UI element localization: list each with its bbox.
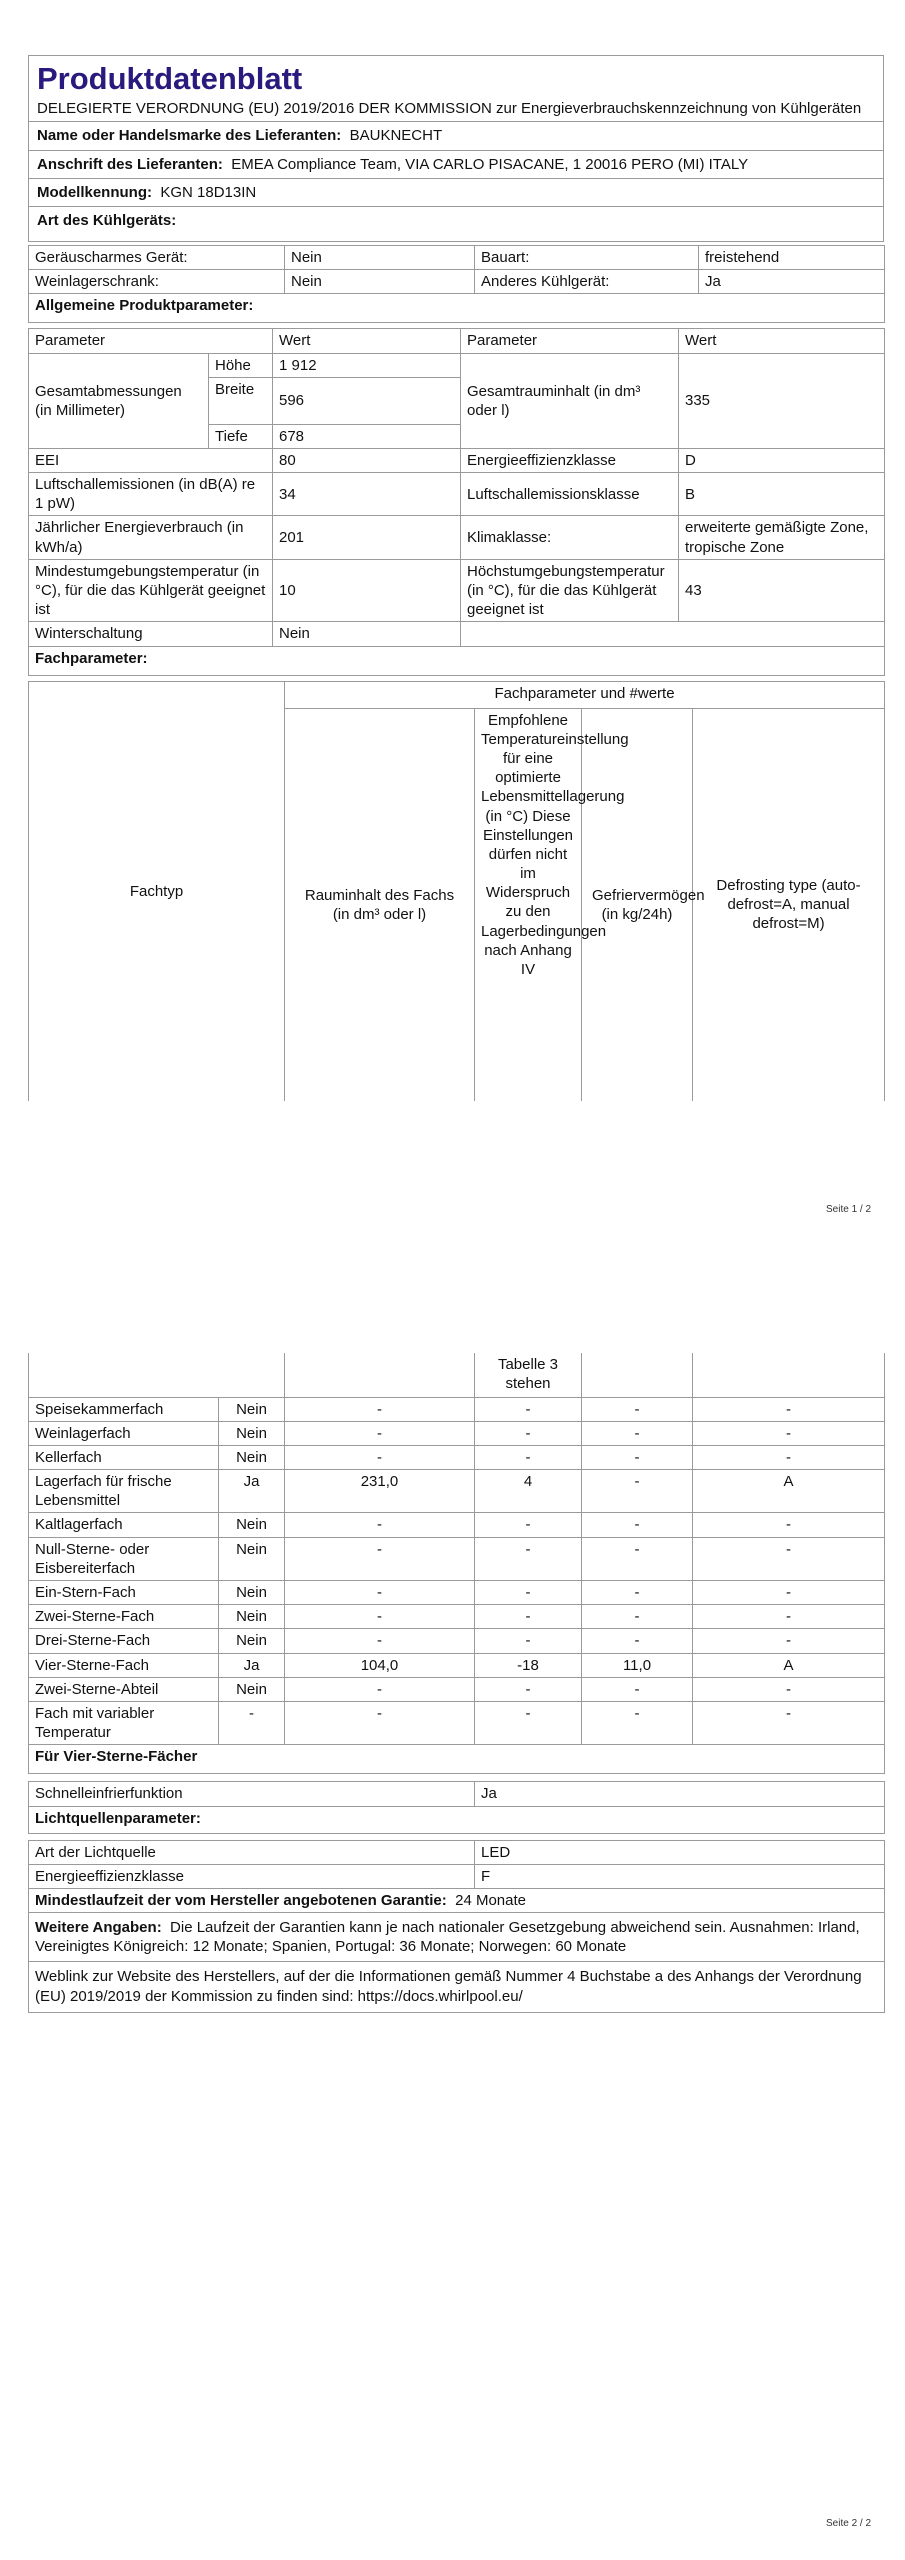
cell-value: Nein	[285, 245, 475, 269]
appliance-type-table	[28, 245, 885, 323]
compartments-heading-row	[29, 646, 885, 675]
compartment-row	[29, 1701, 885, 1744]
general-header-row	[29, 329, 885, 353]
weblink-text: Weblink zur Website des Herstellers, auf der die Informationen gemäß Nummer 4 Buchstabe a des Anhangs der Verordnung (EU) 2019/2019 der Kommission zu finden sind: https://docs.whirlpool.eu/	[35, 1968, 862, 2005]
quick-freeze-label: Schnelleinfrierfunktion	[29, 1782, 475, 1806]
compartment-row	[29, 1470, 885, 1513]
empty-cell	[693, 1353, 885, 1397]
supplier-name-row	[29, 122, 884, 150]
compartment-defrost: -	[693, 1677, 885, 1701]
supplier-name-label: Name oder Handelsmarke des Lieferanten:	[37, 127, 342, 145]
compartment-defrost: -	[693, 1537, 885, 1580]
compartment-temp: -	[475, 1605, 582, 1629]
light-value: F	[475, 1864, 885, 1888]
compartment-freeze: 11,0	[582, 1653, 693, 1677]
four-star-heading-row	[29, 1745, 885, 1774]
volume-value: 335	[679, 353, 885, 448]
cell-label: Energieeffizienzklasse	[461, 448, 679, 472]
page-number-1: Seite 1 / 2	[826, 1204, 872, 1215]
compartment-present: Ja	[219, 1470, 285, 1513]
light-value: LED	[475, 1840, 885, 1864]
compartment-freeze: -	[582, 1445, 693, 1469]
volume-label: Gesamtrauminhalt (in dm³ oder l)	[461, 353, 679, 448]
compartment-name: Drei-Sterne-Fach	[29, 1629, 219, 1653]
compartment-volume: -	[285, 1701, 475, 1744]
compartment-name: Speisekammerfach	[29, 1397, 219, 1421]
general-row	[29, 448, 885, 472]
compartment-freeze: -	[582, 1470, 693, 1513]
cell-label: Bauart:	[475, 245, 699, 269]
cell-value: Nein	[285, 270, 475, 294]
light-label: Energieeffizienzklasse	[29, 1864, 475, 1888]
compartment-present: Nein	[219, 1397, 285, 1421]
compartment-defrost: -	[693, 1581, 885, 1605]
page-title: Produktdatenblatt	[37, 61, 303, 96]
compartments-heading: Fachparameter:	[35, 649, 148, 667]
compartment-freeze: -	[582, 1629, 693, 1653]
compartment-freeze: -	[582, 1513, 693, 1537]
supplier-address-value: EMEA Compliance Team, VIA CARLO PISACANE, 1 20016 PERO (MI) ITALY	[231, 155, 749, 173]
compartment-row	[29, 1629, 885, 1653]
cell-label: Weinlagerschrank:	[29, 270, 285, 294]
compartment-temp: -	[475, 1537, 582, 1580]
compartment-name: Fach mit variabler Temperatur	[29, 1701, 219, 1744]
compartment-row	[29, 1421, 885, 1445]
compartment-temp: -	[475, 1445, 582, 1469]
compartment-defrost: A	[693, 1653, 885, 1677]
compartments-continued-row	[29, 1353, 885, 1397]
compartment-present: Nein	[219, 1513, 285, 1537]
col-header-freeze: Gefriervermögen (in kg/24h)	[582, 708, 693, 1101]
weblink-row	[29, 1962, 885, 2012]
col-header-volume: Rauminhalt des Fachs (in dm³ oder l)	[285, 708, 475, 1101]
cell-label: Luftschallemissionen (in dB(A) re 1 pW)	[29, 473, 273, 516]
compartment-freeze: -	[582, 1701, 693, 1744]
dim-value: 1 912	[273, 353, 461, 377]
compartment-temp: -	[475, 1421, 582, 1445]
compartment-volume: -	[285, 1629, 475, 1653]
compartment-defrost: A	[693, 1470, 885, 1513]
compartment-defrost: -	[693, 1397, 885, 1421]
col-header-param: Parameter	[29, 329, 273, 353]
empty-cell	[285, 1353, 475, 1397]
compartment-present: Nein	[219, 1421, 285, 1445]
winter-label: Winterschaltung	[29, 622, 273, 646]
cell-label: EEI	[29, 448, 273, 472]
compartment-present: Ja	[219, 1653, 285, 1677]
compartment-present: Nein	[219, 1677, 285, 1701]
appliance-type-row	[29, 270, 885, 294]
page-2	[28, 1353, 884, 2013]
compartment-row	[29, 1537, 885, 1580]
further-row	[29, 1913, 885, 1962]
further-value: Die Laufzeit der Garantien kann je nach nationaler Gesetzgebung abweichend sein. Ausnahmen: Irland, Vereinigtes Königreich: 12 Monate; Spanien, Portugal: 36 Monate; Norwegen: 60 Monate	[35, 1919, 860, 1956]
supplier-address-label: Anschrift des Lieferanten:	[37, 155, 223, 173]
appliance-type-row	[29, 245, 885, 269]
cell-value: erweiterte gemäßigte Zone, tropische Zone	[679, 516, 885, 559]
compartment-temp: -18	[475, 1653, 582, 1677]
warranty-row	[29, 1888, 885, 1912]
header-table	[28, 55, 884, 242]
cell-label: Jährlicher Energieverbrauch (in kWh/a)	[29, 516, 273, 559]
compartment-name: Vier-Sterne-Fach	[29, 1653, 219, 1677]
quick-freeze-row	[29, 1782, 885, 1806]
compartment-present: Nein	[219, 1605, 285, 1629]
light-heading-row	[29, 1806, 885, 1833]
cell-value: 201	[273, 516, 461, 559]
compartment-volume: -	[285, 1397, 475, 1421]
compartment-volume: 231,0	[285, 1470, 475, 1513]
compartment-freeze: -	[582, 1537, 693, 1580]
general-params-table	[28, 328, 885, 675]
cell-label: Höchstumgebungstemperatur (in °C), für die das Kühlgerät geeignet ist	[461, 559, 679, 622]
compartment-volume: -	[285, 1513, 475, 1537]
light-label: Art der Lichtquelle	[29, 1840, 475, 1864]
compartment-temp: -	[475, 1397, 582, 1421]
title-cell	[29, 56, 884, 122]
model-label: Modellkennung:	[37, 183, 152, 201]
compartment-name: Weinlagerfach	[29, 1421, 219, 1445]
warranty-label: Mindestlaufzeit der vom Hersteller angebotenen Garantie:	[35, 1891, 447, 1909]
page-1	[28, 55, 884, 1101]
supplier-address-row	[29, 150, 884, 178]
light-row	[29, 1864, 885, 1888]
further-label: Weitere Angaben:	[35, 1919, 162, 1937]
compartment-present: Nein	[219, 1537, 285, 1580]
compartment-present: Nein	[219, 1581, 285, 1605]
compartment-freeze: -	[582, 1605, 693, 1629]
supplier-name-value: BAUKNECHT	[349, 127, 443, 145]
compartments-header-table	[28, 681, 885, 1102]
empty-cell	[29, 1353, 285, 1397]
compartment-present: -	[219, 1701, 285, 1744]
dim-value: 678	[273, 424, 461, 448]
compartment-temp: -	[475, 1513, 582, 1537]
compartment-row	[29, 1653, 885, 1677]
compartment-row	[29, 1513, 885, 1537]
cell-label: Mindestumgebungstemperatur (in °C), für die das Kühlgerät geeignet ist	[29, 559, 273, 622]
compartment-name: Lagerfach für frische Lebensmittel	[29, 1470, 219, 1513]
cell-value: B	[679, 473, 885, 516]
group-header: Fachparameter und #werte	[285, 681, 885, 708]
col-header-value: Wert	[679, 329, 885, 353]
four-star-heading: Für Vier-Sterne-Fächer	[35, 1748, 198, 1766]
dim-label: Höhe	[209, 353, 273, 377]
cell-label: Anderes Kühlgerät:	[475, 270, 699, 294]
cell-value: 80	[273, 448, 461, 472]
compartment-row	[29, 1605, 885, 1629]
dim-label-text: Breite	[215, 380, 255, 398]
compartment-freeze: -	[582, 1581, 693, 1605]
cell-label: Geräuscharmes Gerät:	[29, 245, 285, 269]
compartment-temp: 4	[475, 1470, 582, 1513]
cell-value: 34	[273, 473, 461, 516]
compartment-volume: -	[285, 1537, 475, 1580]
cell-value: 43	[679, 559, 885, 622]
compartment-volume: 104,0	[285, 1653, 475, 1677]
general-row	[29, 559, 885, 622]
col-header-value: Wert	[273, 329, 461, 353]
dimensions-label: Gesamtabmessungen (in Millimeter)	[29, 353, 209, 448]
empty-cell	[461, 622, 885, 646]
compartment-name: Null-Sterne- oder Eisbereiterfach	[29, 1537, 219, 1580]
compartment-row	[29, 1445, 885, 1469]
quick-freeze-table	[28, 1781, 885, 1833]
compartment-volume: -	[285, 1445, 475, 1469]
compartment-row	[29, 1581, 885, 1605]
compartment-temp: -	[475, 1629, 582, 1653]
cell-value: D	[679, 448, 885, 472]
compartment-defrost: -	[693, 1701, 885, 1744]
compartment-defrost: -	[693, 1421, 885, 1445]
col-header-param: Parameter	[461, 329, 679, 353]
compartment-defrost: -	[693, 1629, 885, 1653]
model-row	[29, 178, 884, 206]
compartment-freeze: -	[582, 1421, 693, 1445]
col-header-temp: Empfohlene Temperatureinstellung für eine optimierte Lebensmittellagerung (in °C) Diese Einstellungen dürfen nicht im Widerspruch zu den Lagerbedingungen nach Anhang IV	[475, 708, 582, 1101]
cell-value: 10	[273, 559, 461, 622]
winter-row	[29, 622, 885, 646]
appliance-type-heading: Art des Kühlgeräts:	[37, 211, 177, 229]
model-value: KGN 18D13IN	[160, 183, 257, 201]
page-number-2: Seite 2 / 2	[826, 2518, 872, 2529]
col-header-defrost: Defrosting type (auto-defrost=A, manual defrost=M)	[693, 708, 885, 1101]
compartment-volume: -	[285, 1677, 475, 1701]
cell-value: Ja	[699, 270, 885, 294]
compartments-table	[28, 1353, 885, 1745]
warranty-value: 24 Monate	[455, 1891, 526, 1909]
dim-value: 596	[273, 377, 461, 424]
four-star-table	[28, 1745, 885, 1774]
general-heading-row	[29, 294, 885, 323]
cell-value: freistehend	[699, 245, 885, 269]
light-heading: Lichtquellenparameter:	[35, 1809, 201, 1827]
dimensions-row	[29, 353, 885, 377]
general-row	[29, 516, 885, 559]
compartment-temp: -	[475, 1581, 582, 1605]
compartment-present: Nein	[219, 1445, 285, 1469]
col-header-type: Fachtyp	[29, 681, 285, 1101]
cell-label: Klimaklasse:	[461, 516, 679, 559]
compartment-defrost: -	[693, 1445, 885, 1469]
compartment-defrost: -	[693, 1605, 885, 1629]
compartment-defrost: -	[693, 1513, 885, 1537]
compartment-row	[29, 1677, 885, 1701]
light-table	[28, 1840, 885, 2013]
general-row	[29, 473, 885, 516]
compartment-freeze: -	[582, 1397, 693, 1421]
compartment-name: Zwei-Sterne-Abteil	[29, 1677, 219, 1701]
compartment-volume: -	[285, 1581, 475, 1605]
empty-cell	[582, 1353, 693, 1397]
general-heading: Allgemeine Produktparameter:	[35, 297, 254, 315]
compartment-name: Ein-Stern-Fach	[29, 1581, 219, 1605]
compartment-temp: -	[475, 1701, 582, 1744]
compartment-freeze: -	[582, 1677, 693, 1701]
compartment-name: Zwei-Sterne-Fach	[29, 1605, 219, 1629]
dim-label: Tiefe	[209, 424, 273, 448]
compartment-name: Kellerfach	[29, 1445, 219, 1469]
light-row	[29, 1840, 885, 1864]
compartment-volume: -	[285, 1421, 475, 1445]
compartment-name: Kaltlagerfach	[29, 1513, 219, 1537]
quick-freeze-value: Ja	[475, 1782, 885, 1806]
regulation-text: DELEGIERTE VERORDNUNG (EU) 2019/2016 DER KOMMISSION zur Energieverbrauchskennzeichnung von Kühlgeräten	[37, 100, 862, 118]
compartment-present: Nein	[219, 1629, 285, 1653]
compartment-row	[29, 1397, 885, 1421]
winter-value: Nein	[273, 622, 461, 646]
cell-label: Luftschallemissionsklasse	[461, 473, 679, 516]
appliance-type-heading-row	[29, 206, 884, 241]
dim-label	[209, 377, 273, 424]
compartment-volume: -	[285, 1605, 475, 1629]
col-header-temp-continued: Tabelle 3 stehen	[475, 1353, 582, 1397]
compartment-temp: -	[475, 1677, 582, 1701]
